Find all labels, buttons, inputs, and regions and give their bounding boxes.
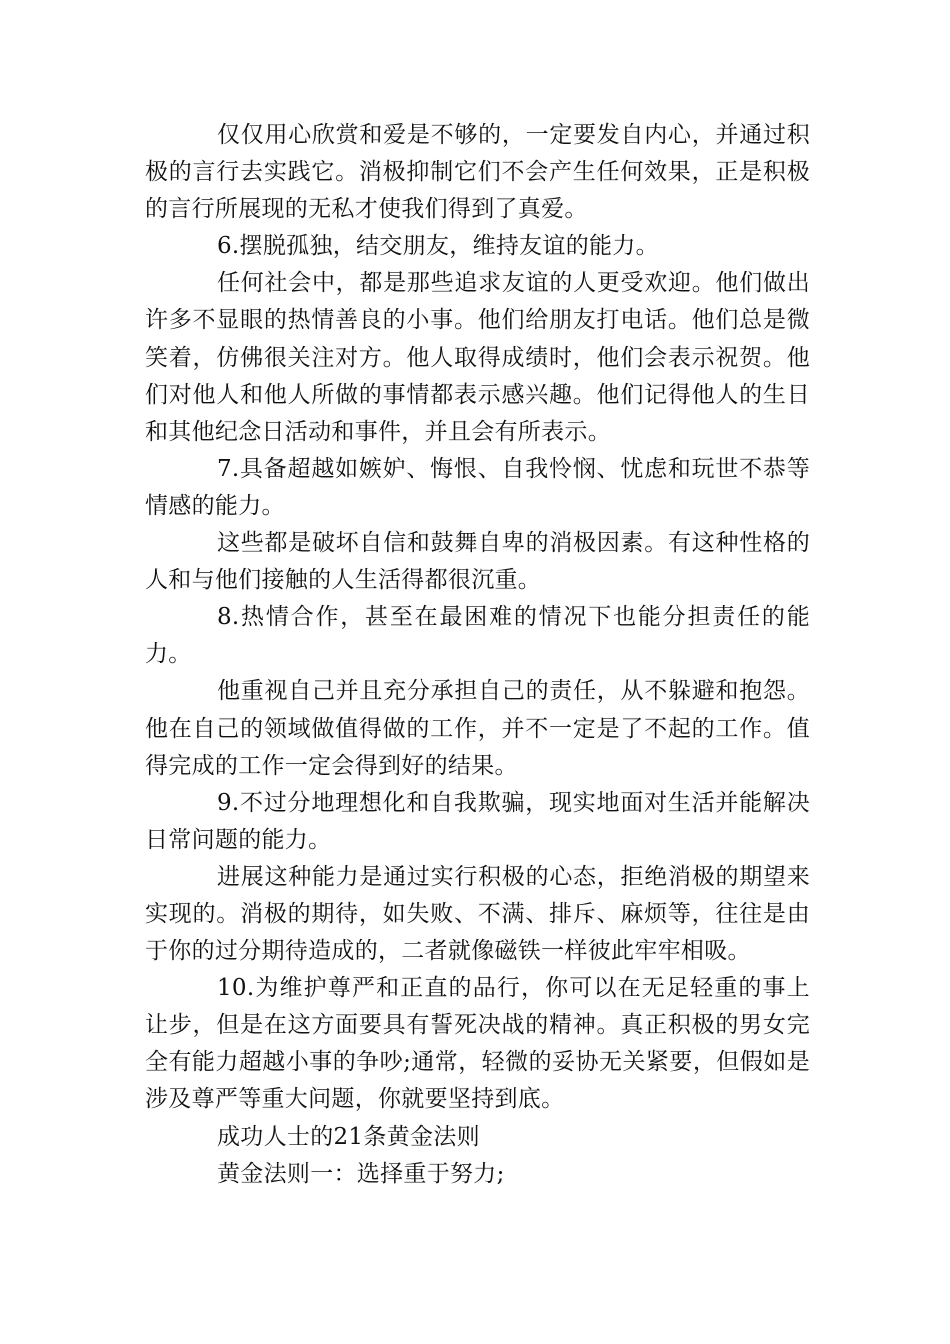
heading-item-6: 6.摆脱孤独，结交朋友，维持友谊的能力。 — [217, 233, 659, 260]
heading-item-9: 9.不过分地理想化和自我欺骗，现实地面对生活并能解决日常问题的能力。 — [145, 789, 810, 853]
section-title: 成功人士的21条黄金法则 — [217, 1123, 480, 1150]
heading-item-7: 7.具备超越如嫉妒、悔恨、自我怜悯、忧虑和玩世不恭等情感的能力。 — [145, 455, 810, 519]
heading-item-8: 8.热情合作，甚至在最困难的情况下也能分担责任的能力。 — [145, 604, 810, 668]
paragraph-responsibility: 他重视自己并且充分承担自己的责任，从不躲避和抱怨。他在自己的领域做值得做的工作，并不一定是了不起的工作。值得完成的工作一定会得到好的结果。 — [145, 678, 810, 779]
paragraph-love-practice: 仅仅用心欣赏和爱是不够的，一定要发自内心，并通过积极的言行去实践它。消极抑制它们不会产生任何效果，正是积极的言行所展现的无私才使我们得到了真爱。 — [145, 122, 810, 223]
golden-rule-1: 黄金法则一：选择重于努力; — [217, 1160, 505, 1187]
paragraph-item-10: 10.为维护尊严和正直的品行，你可以在无足轻重的事上让步，但是在这方面要具有誓死决战的精神。真正积极的男女完全有能力超越小事的争吵;通常，轻微的妥协无关紧要，但假如是涉及尊严等重大问题，你就要坚持到底。 — [145, 975, 810, 1113]
paragraph-friendship: 任何社会中，都是那些追求友谊的人更受欢迎。他们做出许多不显眼的热情善良的小事。他们给朋友打电话。他们总是微笑着，仿佛很关注对方。他人取得成绩时，他们会表示祝贺。他们对他人和他人所做的事情都表示感兴趣。他们记得他人的生日和其他纪念日活动和事件，并且会有所表示。 — [145, 270, 810, 445]
document-body — [145, 117, 810, 1193]
paragraph-positive-mindset: 进展这种能力是通过实行积极的心态，拒绝消极的期望来实现的。消极的期待，如失败、不满、排斥、麻烦等，往往是由于你的过分期待造成的，二者就像磁铁一样彼此牢牢相吸。 — [145, 863, 810, 965]
paragraph-negative-factors: 这些都是破坏自信和鼓舞自卑的消极因素。有这种性格的人和与他们接触的人生活得都很沉重。 — [145, 530, 810, 594]
